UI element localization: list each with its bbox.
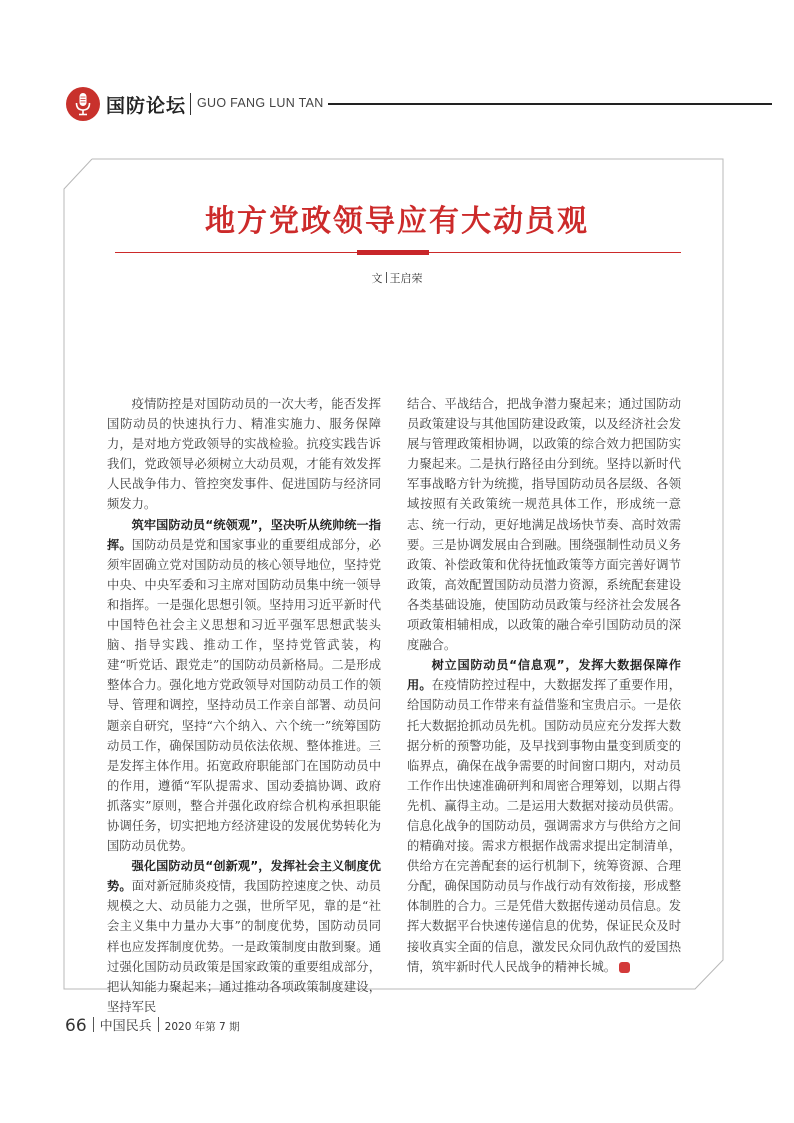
section-3-paragraph [407,655,681,977]
page-footer [65,1015,240,1036]
section-1-body: 国防动员是党和国家事业的重要组成部分，必须牢固确立党对国防动员的核心领导地位，坚持党中央、中央军委和习主席对国防动员集中统一领导和指挥。一是强化思想引领。坚持用习近平新时代中国特色社会主义思想和习近平强军思想武装头脑、指导实践、推动工作，坚持党管武装，构建“听党话、跟党走”的国防动员新格局。二是形成整体合力。强化地方党政领导对国防动员工作的领导、管理和调控，坚持动员工作亲自部署、动员问题亲自研究，坚持“六个纳入、六个统一”统筹国防动员工作，确保国防动员依法依规、整体推进。三是发挥主体作用。拓宽政府职能部门在国防动员中的作用，遵循“军队提需求、国动委搞协调、政府抓落实”原则，整合并强化政府综合机构承担职能协调任务，切实把地方经济建设的发展优势转化为国防动员优势。 [107,537,381,854]
header-divider [190,93,191,115]
section-2-body: 面对新冠肺炎疫情，我国防控速度之快、动员规模之大、动员能力之强，世所罕见，靠的是“社会主义集中力量办大事”的制度优势，国防动员同样也应发挥制度优势。一是政策制度由散到聚。通过强化国防动员政策是国家政策的重要组成部分，把认知能力聚起来；通过推动各项政策制度建设，坚持军民 [107,879,381,1014]
section-2-paragraph [107,856,381,1017]
header-rule [328,103,772,105]
magazine-name: 中国民兵 [99,1019,152,1034]
intro-paragraph: 疫情防控是对国防动员的一次大考，能否发挥国防动员的快速执行力、精准实施力、服务保障力，是对地方党政领导的实战检验。抗疫实践告诉我们，党政领导必须树立大动员观，才能有效发挥人民战争伟力、管控突发事件、促进国防与经济同频发力。 [107,397,381,512]
footer-divider [158,1017,159,1032]
end-mark-icon: 中 [619,962,630,973]
section-3-body: 在疫情防控过程中，大数据发挥了重要作用，给国防动员工作带来有益借鉴和宝贵启示。一是依托大数据抢抓动员先机。国防动员应充分发挥大数据分析的预警功能，及早找到事物由量变到质变的临界点，确保在战争需要的时间窗口期内，对动员工作作出快速准确研判和周密合理筹划，以期占得先机、赢得主动。二是运用大数据对接动员供需。信息化战争的国防动员，强调需求方与供给方之间的精确对接。需求方根据作战需求提出定制清单，供给方在完善配套的运行机制下，统筹资源、合理分配，确保国防动员与作战行动有效衔接，形成整体制胜的合力。三是凭借大数据传递动员信息。发挥大数据平台快速传递信息的优势，保证民众及时接收真实全面的信息，激发民众同仇敌忾的爱国热情，筑牢新时代人民战争的精神长城。 [407,678,681,974]
issue-label: 2020 年第 7 期 [164,1021,240,1033]
byline-prefix: 文 [371,272,383,285]
column-name-english: GUO FANG LUN TAN [197,96,324,110]
section-2-continued: 结合、平战结合，把战争潜力聚起来；通过国防动员政策建设与其他国防建设政策，以及经济社会发展与管理政策相协调，以政策的综合效力把国防实力聚起来。二是执行路径由分到统。坚持以新时代军事战略方针为统揽，指导国防动员各层级、各领域按照有关政策统一规范具体工作，形成统一意志、统一行动，更好地满足战场快节奏、高时效需要。三是协调发展由合到融。围绕强制性动员义务政策、补偿政策和优待抚恤政策等方面完善好调节政策，高效配置国防动员潜力资源，系统配套建设各类基础设施，使国防动员政策与经济社会发展各项政策相辅相成，以政策的融合牵引国防动员的深度融合。 [407,397,681,653]
author-name: 王启荣 [389,272,423,285]
article-title: 地方党政领导应有大动员观 [205,204,589,239]
column-header [66,85,776,121]
section-3-heading: 树立国防动员“信息观”，发挥大数据保障作用。 [407,658,681,693]
microphone-icon [66,87,100,121]
section-2-heading: 强化国防动员“创新观”，发挥社会主义制度优势。 [107,859,381,894]
section-1-paragraph [107,515,381,857]
page-number: 66 [65,1016,87,1036]
column-name: 国防论坛 [106,95,187,117]
section-1-heading: 筑牢国防动员“统领观”，坚决听从统帅统一指挥。 [107,517,381,552]
byline [0,270,794,286]
byline-divider [386,272,387,283]
title-rule-accent [357,250,429,255]
footer-divider [93,1017,94,1032]
left-column [107,394,381,1017]
right-column [407,394,681,977]
